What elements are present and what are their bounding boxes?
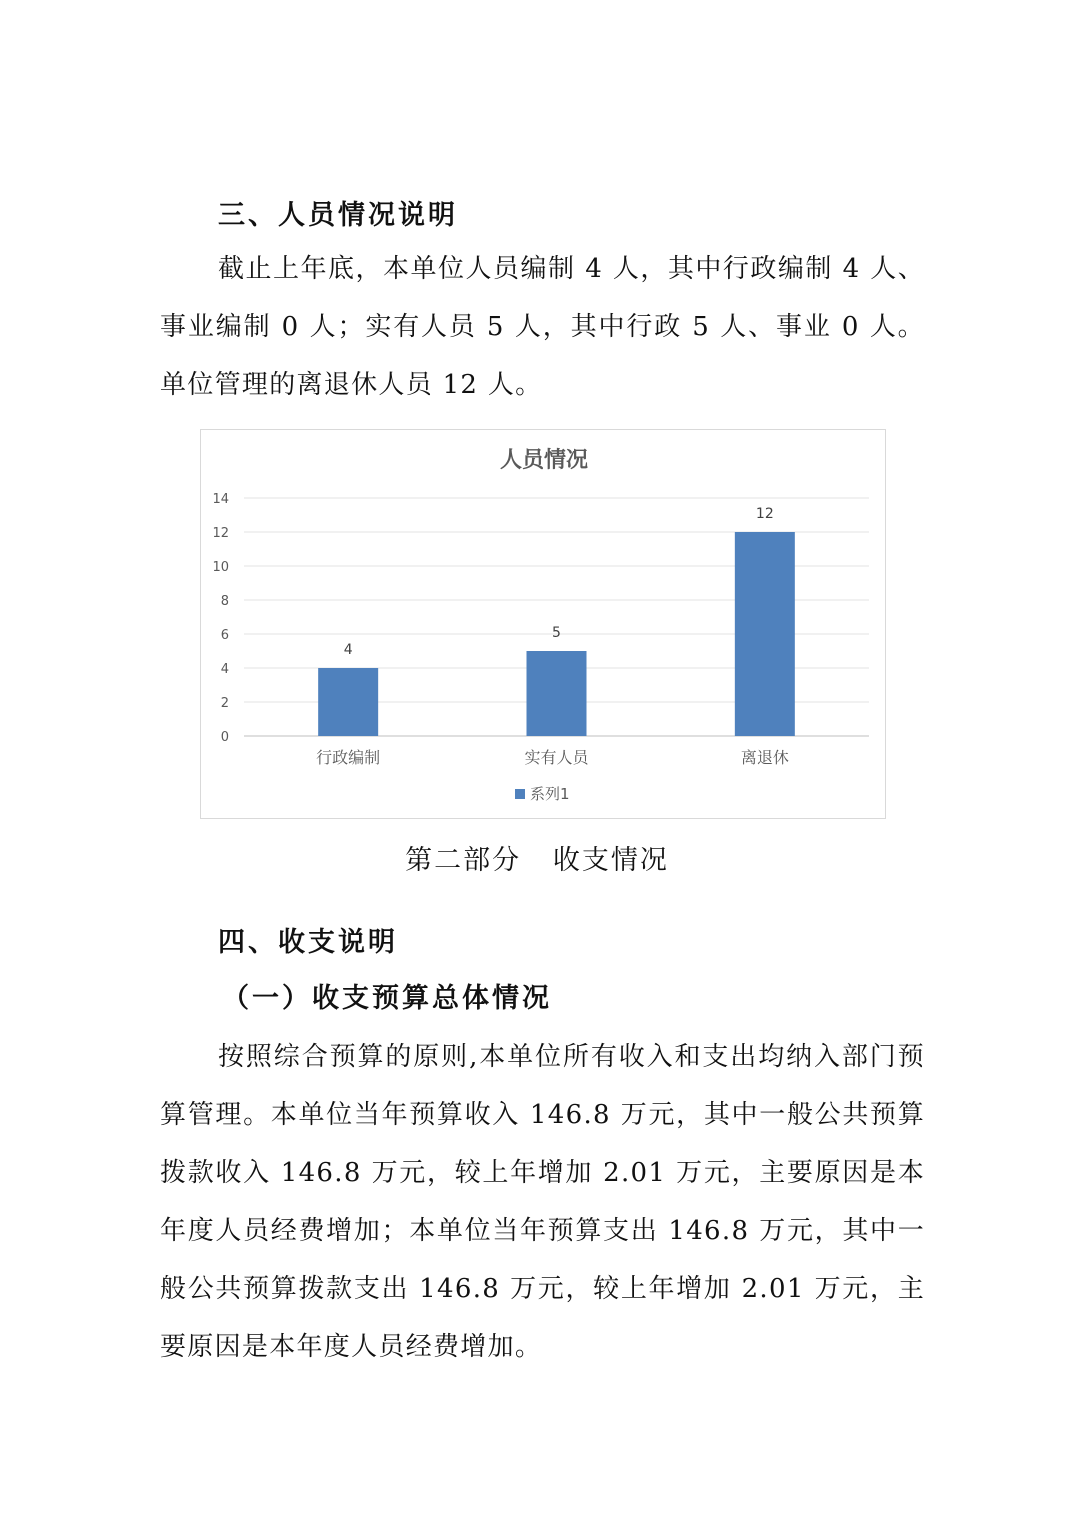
data-label: 12 [755, 506, 774, 522]
y-tick-label: 4 [220, 662, 229, 677]
bar-chart-svg [201, 430, 887, 820]
section-3-paragraph [160, 240, 925, 414]
bar-2 [527, 651, 587, 736]
y-tick-label: 10 [212, 560, 229, 575]
x-category-label: 离退休 [740, 748, 789, 767]
section-3-heading: 三、人员情况说明 [218, 200, 458, 231]
budget-paragraph: 按照综合预算的原则,本单位所有收入和支出均纳入部门预算管理。本单位当年预算收入 146.8 万元，其中一般公共预算拨款收入 146.8 万元，较上年增加 2.01 万元，主要原因是本年度人员经费增加；本单位当年预算支出 146.8 万元，其中一般公共预算拨款支出 146.8 万元，较上年增加 2.01 万元，主要原因是本年度人员经费增加。 [160, 1042, 925, 1362]
y-tick-label: 6 [220, 628, 229, 643]
y-tick-label: 14 [212, 492, 229, 507]
legend-swatch [515, 789, 525, 799]
y-tick-label: 12 [212, 526, 229, 541]
part-2-title: 第二部分 收支情况 [405, 845, 669, 876]
bar-1 [318, 668, 378, 736]
section-4-heading: 四、收支说明 [218, 927, 398, 958]
y-tick-label: 8 [220, 594, 229, 609]
bar-3 [735, 532, 795, 736]
personnel-chart [200, 429, 886, 819]
y-tick-label: 2 [220, 696, 229, 711]
data-label: 5 [552, 625, 561, 641]
y-tick-label: 0 [220, 730, 229, 745]
chart-title: 人员情况 [499, 448, 589, 473]
legend-label: 系列1 [530, 785, 570, 803]
section-4-subheading: （一）收支预算总体情况 [222, 983, 552, 1014]
personnel-paragraph: 截止上年底，本单位人员编制 4 人，其中行政编制 4 人、事业编制 0 人；实有人员 5 人，其中行政 5 人、事业 0 人。单位管理的离退休人员 12 人。 [160, 254, 925, 400]
x-category-label: 实有人员 [524, 748, 589, 767]
section-4-paragraph [160, 1028, 925, 1376]
data-label: 4 [343, 642, 353, 658]
x-category-label: 行政编制 [316, 748, 381, 767]
